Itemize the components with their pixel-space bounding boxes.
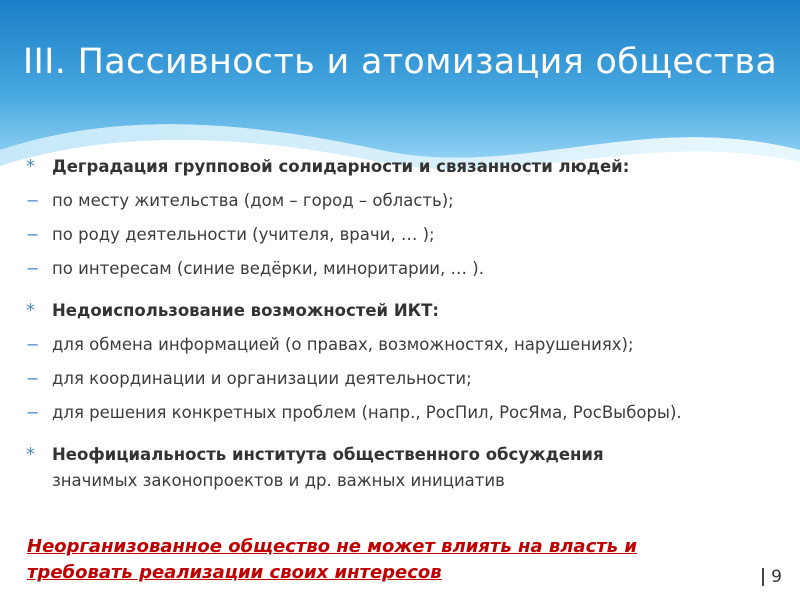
slide-title: III. Пассивность и атомизация общества [22,42,778,82]
heading-text: Неофициальность института общественного обсуждения [52,445,604,464]
conclusion-text: Неорганизованное общество не может влиять на власть и требовать реализации своих интересов [27,536,637,583]
asterisk-bullet-icon: * [26,444,35,465]
heading-continuation [26,470,786,492]
dash-bullet-icon: − [26,259,40,278]
dash-bullet-icon: − [26,225,40,244]
continuation-text: значимых законопроектов и др. важных инициатив [52,471,505,490]
asterisk-bullet-icon: * [26,300,35,321]
list-item [26,258,786,280]
dash-bullet-icon: − [26,335,40,354]
list-item-text: по роду деятельности (учителя, врачи, … ); [52,225,435,244]
section-heading [26,156,786,178]
page-number: 9 [762,568,782,586]
dash-bullet-icon: − [26,191,40,210]
content-list [26,156,786,492]
dash-bullet-icon: − [26,369,40,388]
list-item [26,368,786,390]
list-item [26,224,786,246]
asterisk-bullet-icon: * [26,156,35,177]
heading-text: Недоиспользование возможностей ИКТ: [52,301,439,320]
dash-bullet-icon: − [26,403,40,422]
list-item-text: для решения конкретных проблем (напр., РосПил, РосЯма, РосВыборы). [52,403,682,422]
list-item-text: по интересам (синие ведёрки, миноритарии, … ). [52,259,484,278]
list-item [26,334,786,356]
list-item-text: для обмена информацией (о правах, возможностях, нарушениях); [52,335,634,354]
list-item [26,402,786,424]
heading-text: Деградация групповой солидарности и связанности людей: [52,157,630,176]
section-heading [26,300,786,322]
list-item-text: по месту жительства (дом – город – область); [52,191,454,210]
section-heading [26,444,786,466]
list-item [26,190,786,212]
list-item-text: для координации и организации деятельности; [52,369,472,388]
